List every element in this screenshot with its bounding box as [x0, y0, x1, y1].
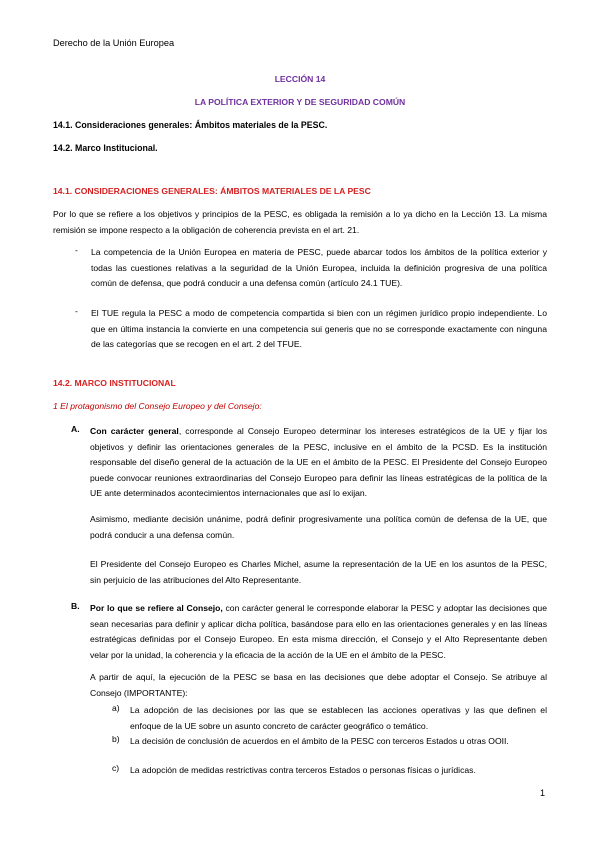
toc-item-2	[53, 143, 158, 153]
subitem-b-text: La decisión de conclusión de acuerdos en el ámbito de la PESC con terceros Estados u otras OOII.	[130, 736, 509, 746]
section-1-intro: Por lo que se refiere a los objetivos y principios de la PESC, es obligada la remisión a lo ya dicho en la Lección 13. La misma remisión se impone respecto a la obligación de coherencia prevista en el art. 21.	[53, 209, 547, 235]
subitem-c-letter: c)	[112, 763, 120, 773]
item-b-text: con carácter general le corresponde elaborar la PESC y adoptar las decisiones que sean necesarias para definir y aplicar dicha política, basándose para ello en las orientaciones generales y en las líneas estratégicas definidas por el Consejo Europeo. En esta misma dirección, el Consejo y el Alto Representante deben velar por la unidad, la coherencia y la eficacia de la acción de la UE en el ámbito de la PESC.	[90, 603, 547, 660]
section-1-bullet-2: El TUE regula la PESC a modo de competencia compartida si bien con un régimen jurídico propio independiente. Lo que en última instancia la convierte en una competencia sui generis que no se corresponde exactamente con ninguna de las categorías que se recogen en el art. 2 del TFUE.	[91, 308, 547, 349]
item-a-paragraph-2: Asimismo, mediante decisión unánime, podrá definir progresivamente una política común de defensa de la UE, que podrá conducir a una defensa común.	[90, 514, 547, 540]
subitem-a-letter: a)	[112, 703, 120, 713]
bullet-dash: -	[75, 306, 78, 316]
item-b-letter: B.	[71, 601, 80, 611]
subitem-c-text: La adopción de medidas restrictivas contra terceros Estados o personas físicas o jurídicas.	[130, 765, 476, 775]
item-a-lead: Con carácter general	[90, 426, 179, 436]
section-1-heading: 14.1. CONSIDERACIONES GENERALES: ÁMBITOS MATERIALES DE LA PESC	[53, 186, 371, 196]
lesson-number: LECCIÓN 14	[274, 74, 326, 84]
item-b-paragraph-2: A partir de aquí, la ejecución de la PESC se basa en las decisiones que debe adoptar el Consejo. Se atribuye al Consejo (IMPORTANTE):	[90, 672, 547, 698]
toc-text: Consideraciones generales: Ámbitos materiales de la PESC.	[72, 120, 328, 130]
bullet-dash: -	[75, 245, 78, 255]
section-1-bullet-1: La competencia de la Unión Europea en materia de PESC, puede abarcar todos los ámbitos de la política exterior y todas las cuestiones relativas a la seguridad de la Unión Europea, incluida la definición progresiva de una política común de defensa, que podrá conducir a una defensa común (artículo 24.1 TUE).	[91, 247, 547, 288]
section-2-heading: 14.2. MARCO INSTITUCIONAL	[53, 378, 176, 388]
running-header: Derecho de la Unión Europea	[53, 38, 175, 48]
item-a-letter: A.	[71, 424, 80, 434]
toc-item-1	[53, 120, 327, 130]
page-number: 1	[540, 788, 546, 798]
toc-text: Marco Institucional.	[72, 143, 158, 153]
item-a-paragraph-3: El Presidente del Consejo Europeo es Charles Michel, asume la representación de la UE en los asuntos de la PESC, sin perjuicio de las atribuciones del Alto Representante.	[90, 559, 547, 585]
item-a-text: , corresponde al Consejo Europeo determinar los intereses estratégicos de la UE y fijar los objetivos y definir las orientaciones generales de la PESC, inclusive en el ámbito de la PCSD. Es la institución responsable del diseño general de la actuación de la UE en el ámbito de la PESC. El Presidente del Consejo Europeo puede convocar reuniones extraordinarias del Consejo Europeo para definir las líneas estratégicas de la política de la UE ante determinados acontecimientos internacionales que así lo exijan.	[90, 426, 547, 498]
toc-number: 14.2.	[53, 143, 73, 153]
lesson-title: LA POLÍTICA EXTERIOR Y DE SEGURIDAD COMÚN	[194, 97, 406, 107]
item-a-paragraph-1	[90, 424, 547, 502]
section-2-subheading: 1 El protagonismo del Consejo Europeo y del Consejo:	[53, 401, 262, 411]
subitem-a-text: La adopción de las decisiones por las que se establecen las acciones operativas y las que definen el enfoque de la UE sobre un asunto concreto de carácter geográfico o temático.	[130, 705, 547, 731]
subitem-b-letter: b)	[112, 734, 120, 744]
item-b-lead: Por lo que se refiere al Consejo,	[90, 603, 223, 613]
item-b-paragraph-1	[90, 601, 547, 663]
toc-number: 14.1.	[53, 120, 73, 130]
